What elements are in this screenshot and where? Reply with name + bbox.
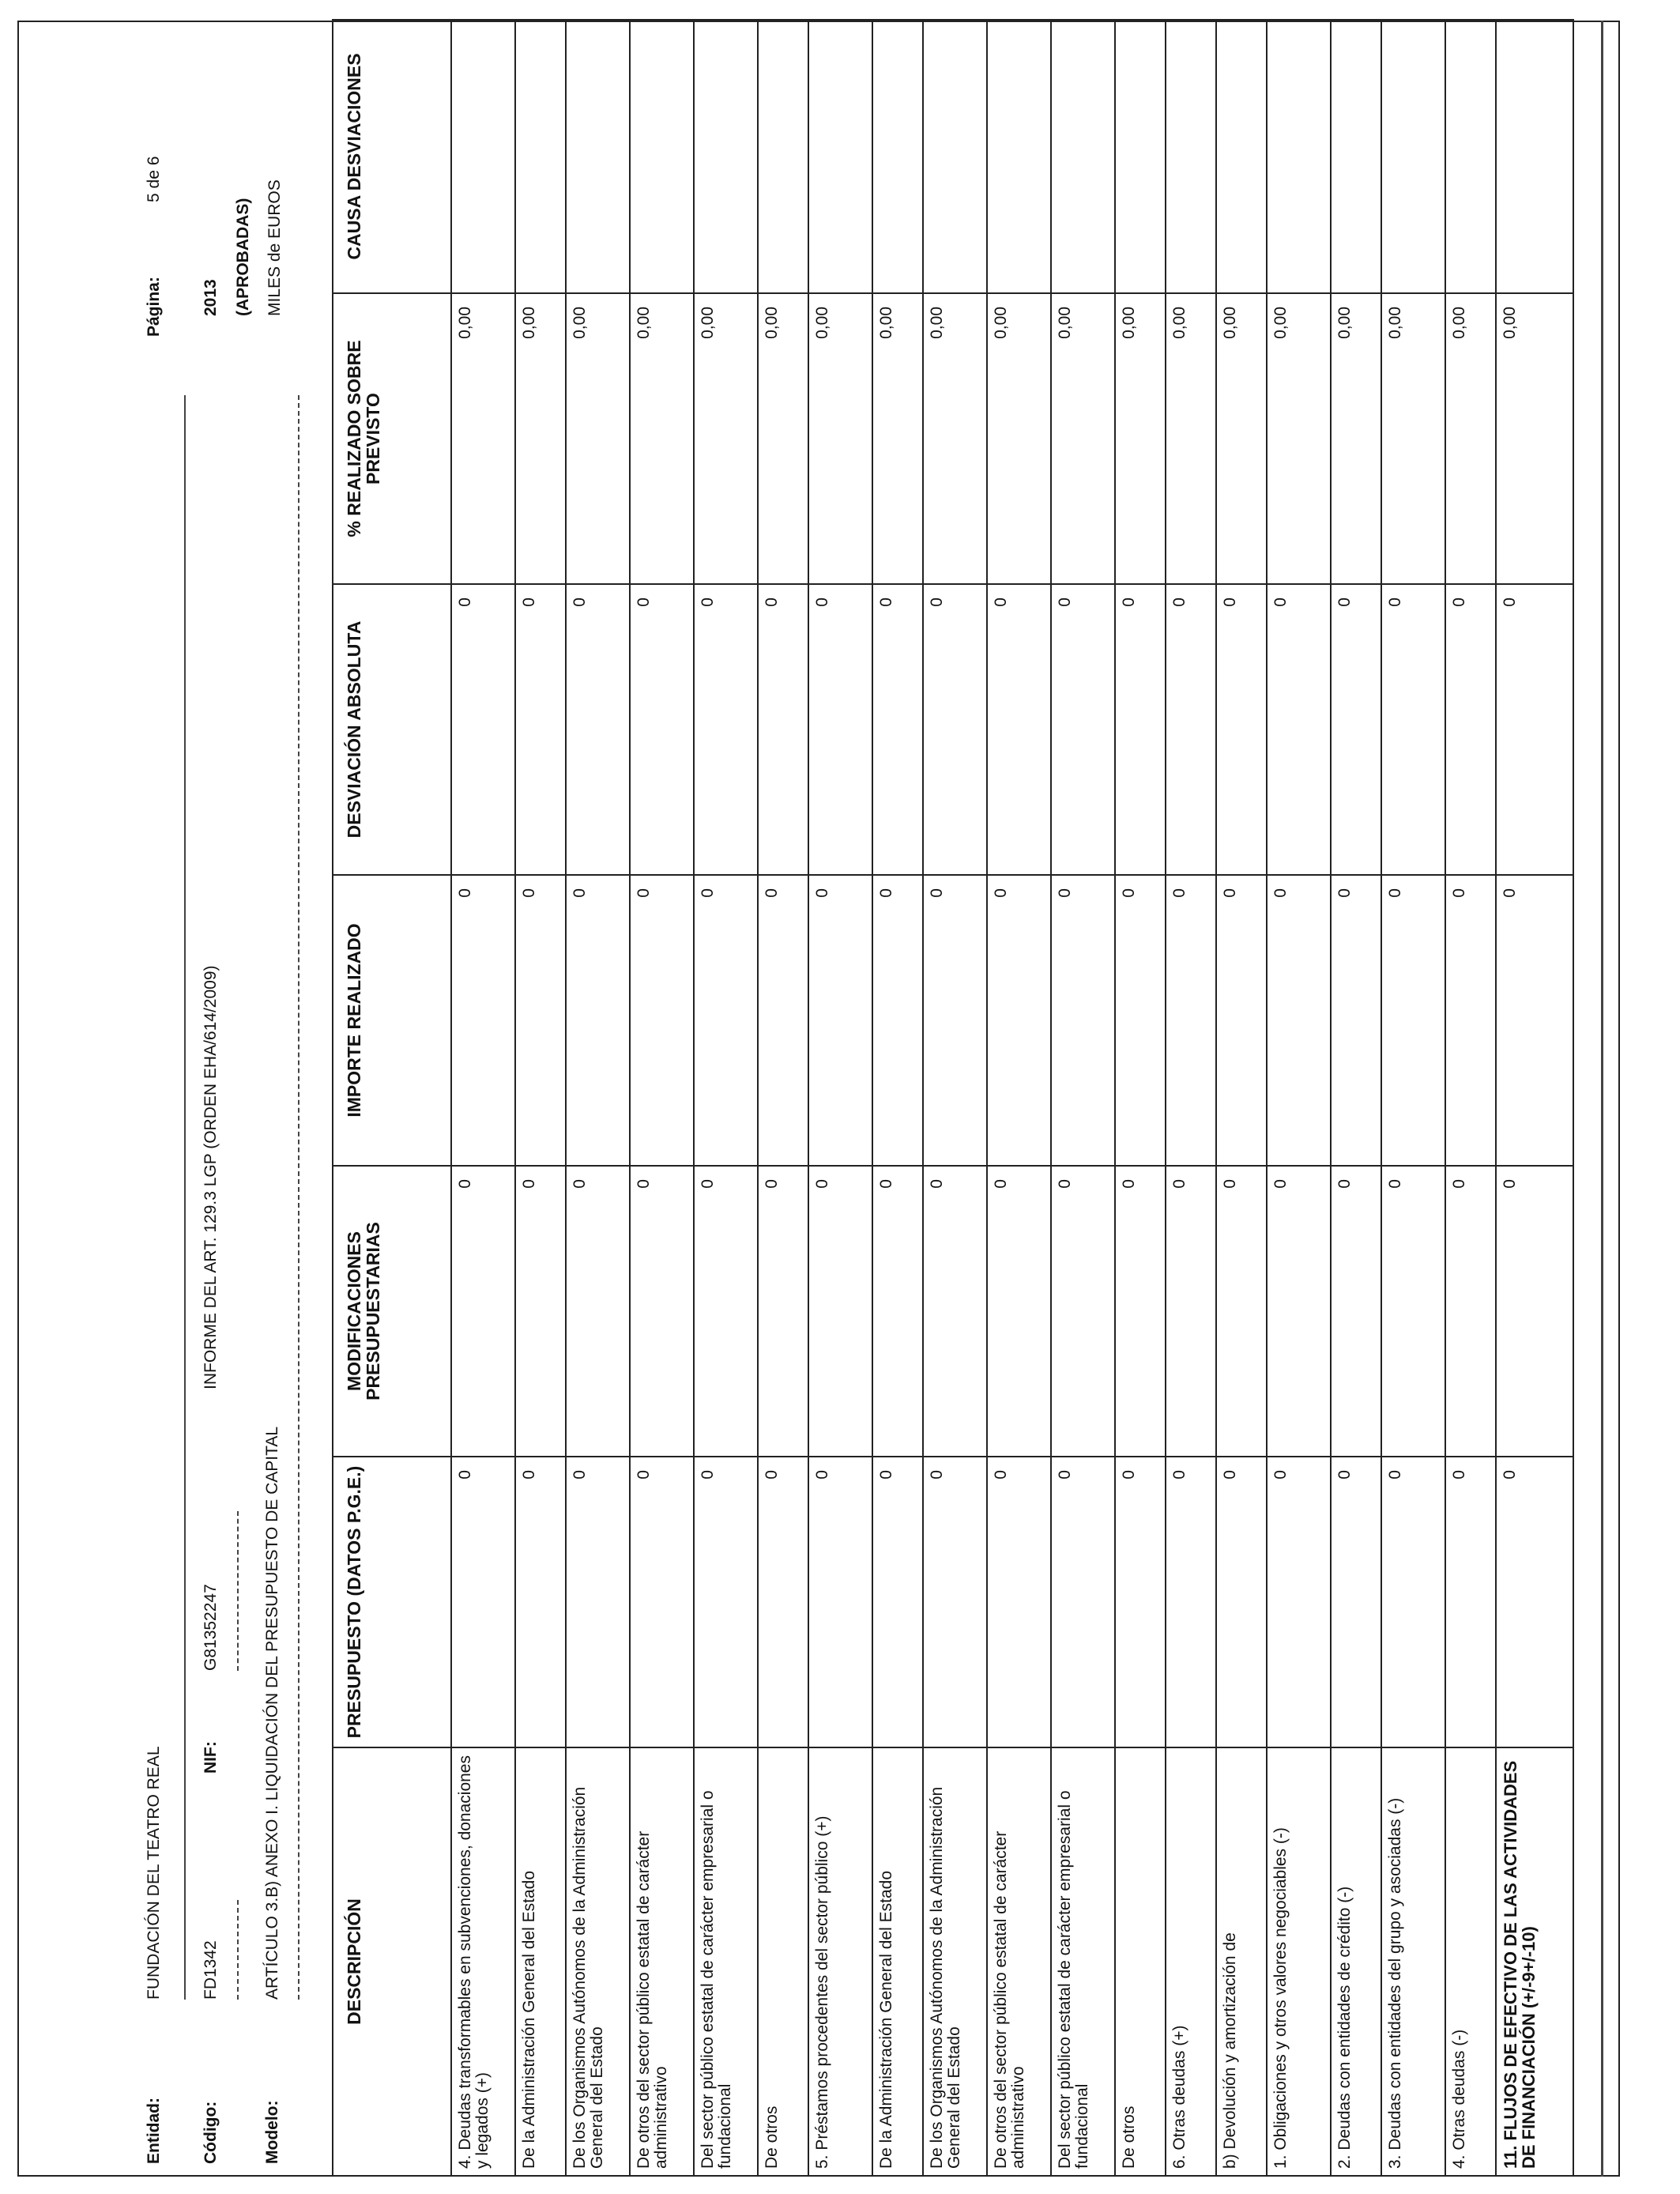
table-row xyxy=(566,20,630,2176)
nif-value: G81352247 xyxy=(202,1584,220,1671)
row-descripcion-cell: De la Administración General del Estado xyxy=(872,1747,923,2176)
year: 2013 xyxy=(202,279,220,316)
row-descripcion-cell: 2. Deudas con entidades de crédito (-) xyxy=(1331,1747,1381,2176)
row-causa-cell xyxy=(1166,20,1216,293)
row-causa-cell xyxy=(515,20,566,293)
row-importe-cell: 0 xyxy=(987,875,1051,1166)
table-row xyxy=(872,20,923,2176)
row-descripcion-cell: 1. Obligaciones y otros valores negociables (-) xyxy=(1267,1747,1331,2176)
table-row xyxy=(1496,20,1573,2176)
table-row xyxy=(987,20,1051,2176)
row-importe-cell: 0 xyxy=(872,875,923,1166)
row-importe-cell: 0 xyxy=(1051,875,1115,1166)
row-desviacion-cell: 0 xyxy=(566,584,630,875)
row-presupuesto-cell: 0 xyxy=(515,1457,566,1747)
row-descripcion-cell: De la Administración General del Estado xyxy=(515,1747,566,2176)
row-presupuesto-cell: 0 xyxy=(872,1457,923,1747)
row-desviacion-cell: 0 xyxy=(1445,584,1496,875)
row-desviacion-cell: 0 xyxy=(987,584,1051,875)
table-header-row xyxy=(333,20,451,2176)
table-row xyxy=(758,20,808,2176)
row-presupuesto-cell: 0 xyxy=(1115,1457,1166,1747)
row-modificaciones-cell: 0 xyxy=(758,1166,808,1457)
row-importe-cell: 0 xyxy=(758,875,808,1166)
row-presupuesto-cell: 0 xyxy=(1267,1457,1331,1747)
row-porcentaje-cell: 0,00 xyxy=(872,293,923,584)
row-desviacion-cell: 0 xyxy=(758,584,808,875)
row-presupuesto-cell: 0 xyxy=(1051,1457,1115,1747)
row-descripcion-cell: 6. Otras deudas (+) xyxy=(1166,1747,1216,2176)
row-descripcion-cell: 11. FLUJOS DE EFECTIVO DE LAS ACTIVIDADES DE FINANCIACIÓN (+/-9+/-10) xyxy=(1496,1747,1573,2176)
row-porcentaje-cell: 0,00 xyxy=(1331,293,1381,584)
row-descripcion-cell: De los Organismos Autónomos de la Administración General del Estado xyxy=(923,1747,987,2176)
row-descripcion-cell: 5. Préstamos procedentes del sector público (+) xyxy=(808,1747,872,2176)
row-presupuesto-cell: 0 xyxy=(451,1457,515,1747)
row-presupuesto-cell: 0 xyxy=(923,1457,987,1747)
row-descripcion-cell: Del sector público estatal de carácter empresarial o fundacional xyxy=(694,1747,758,2176)
table-row xyxy=(694,20,758,2176)
row-descripcion-cell: De otros xyxy=(758,1747,808,2176)
row-desviacion-cell: 0 xyxy=(451,584,515,875)
budget-table xyxy=(332,19,1574,2177)
codigo-value: FD1342 xyxy=(202,1940,220,2000)
row-desviacion-cell: 0 xyxy=(1381,584,1445,875)
row-desviacion-cell: 0 xyxy=(872,584,923,875)
col-header-descripcion: DESCRIPCIÓN xyxy=(333,1747,451,2176)
row-presupuesto-cell: 0 xyxy=(1331,1457,1381,1747)
table-row xyxy=(1445,20,1496,2176)
row-presupuesto-cell: 0 xyxy=(1381,1457,1445,1747)
row-porcentaje-cell: 0,00 xyxy=(515,293,566,584)
row-causa-cell xyxy=(808,20,872,293)
row-causa-cell xyxy=(1381,20,1445,293)
row-modificaciones-cell: 0 xyxy=(987,1166,1051,1457)
row-porcentaje-cell: 0,00 xyxy=(987,293,1051,584)
nif-label: NIF: xyxy=(202,1741,220,1774)
row-desviacion-cell: 0 xyxy=(1331,584,1381,875)
modelo-dash xyxy=(298,395,299,2000)
row-modificaciones-cell: 0 xyxy=(630,1166,694,1457)
row-descripcion-cell: 4. Deudas transformables en subvenciones, donaciones y legados (+) xyxy=(451,1747,515,2176)
row-modificaciones-cell: 0 xyxy=(872,1166,923,1457)
row-importe-cell: 0 xyxy=(1445,875,1496,1166)
row-importe-cell: 0 xyxy=(1267,875,1331,1166)
table-row xyxy=(515,20,566,2176)
row-causa-cell xyxy=(872,20,923,293)
row-descripcion-cell: De otros del sector público estatal de carácter administrativo xyxy=(630,1747,694,2176)
informe-title: INFORME DEL ART. 129.3 LGP (ORDEN EHA/614/2009) xyxy=(202,965,220,1389)
row-descripcion-cell: De otros xyxy=(1115,1747,1166,2176)
row-porcentaje-cell: 0,00 xyxy=(808,293,872,584)
table-row xyxy=(1331,20,1381,2176)
row-porcentaje-cell: 0,00 xyxy=(1051,293,1115,584)
row-importe-cell: 0 xyxy=(515,875,566,1166)
row-desviacion-cell: 0 xyxy=(1267,584,1331,875)
pagina-value: 5 de 6 xyxy=(145,156,163,202)
entidad-label: Entidad: xyxy=(145,2098,163,2164)
row-descripcion-cell: b) Devolución y amortización de xyxy=(1216,1747,1267,2176)
row-causa-cell xyxy=(1051,20,1115,293)
row-desviacion-cell: 0 xyxy=(1166,584,1216,875)
modelo-label: Modelo: xyxy=(263,2100,281,2164)
row-descripcion-cell: De los Organismos Autónomos de la Administración General del Estado xyxy=(566,1747,630,2176)
table-row xyxy=(1216,20,1267,2176)
row-presupuesto-cell: 0 xyxy=(1166,1457,1216,1747)
modelo-value: ARTÍCULO 3.B) ANEXO I. LIQUIDACIÓN DEL PRESUPUESTO DE CAPITAL xyxy=(263,1426,281,2000)
col-header-porcentaje: % REALIZADO SOBRE PREVISTO xyxy=(333,293,451,584)
row-causa-cell xyxy=(1331,20,1381,293)
col-header-importe: IMPORTE REALIZADO xyxy=(333,875,451,1166)
pagina-label: Página: xyxy=(145,277,163,337)
row-porcentaje-cell: 0,00 xyxy=(1496,293,1573,584)
row-importe-cell: 0 xyxy=(1216,875,1267,1166)
row-presupuesto-cell: 0 xyxy=(1216,1457,1267,1747)
row-desviacion-cell: 0 xyxy=(694,584,758,875)
row-presupuesto-cell: 0 xyxy=(630,1457,694,1747)
row-descripcion-cell: 3. Deudas con entidades del grupo y asociadas (-) xyxy=(1381,1747,1445,2176)
row-importe-cell: 0 xyxy=(1496,875,1573,1166)
row-causa-cell xyxy=(566,20,630,293)
table-row xyxy=(1267,20,1331,2176)
row-presupuesto-cell: 0 xyxy=(758,1457,808,1747)
nif-dash xyxy=(237,1511,239,1671)
row-modificaciones-cell: 0 xyxy=(515,1166,566,1457)
row-presupuesto-cell: 0 xyxy=(808,1457,872,1747)
codigo-dash xyxy=(237,1900,239,2000)
row-descripcion-cell: De otros del sector público estatal de carácter administrativo xyxy=(987,1747,1051,2176)
row-desviacion-cell: 0 xyxy=(1216,584,1267,875)
table-row xyxy=(1051,20,1115,2176)
row-modificaciones-cell: 0 xyxy=(1216,1166,1267,1457)
table-row xyxy=(1381,20,1445,2176)
row-importe-cell: 0 xyxy=(451,875,515,1166)
row-importe-cell: 0 xyxy=(566,875,630,1166)
row-desviacion-cell: 0 xyxy=(1051,584,1115,875)
row-porcentaje-cell: 0,00 xyxy=(758,293,808,584)
row-presupuesto-cell: 0 xyxy=(1496,1457,1573,1747)
row-modificaciones-cell: 0 xyxy=(566,1166,630,1457)
codigo-label: Código: xyxy=(202,2101,220,2164)
row-presupuesto-cell: 0 xyxy=(566,1457,630,1747)
row-modificaciones-cell: 0 xyxy=(1051,1166,1115,1457)
row-modificaciones-cell: 0 xyxy=(1267,1166,1331,1457)
header-rule xyxy=(184,395,186,2000)
row-modificaciones-cell: 0 xyxy=(923,1166,987,1457)
row-desviacion-cell: 0 xyxy=(1115,584,1166,875)
row-presupuesto-cell: 0 xyxy=(694,1457,758,1747)
row-porcentaje-cell: 0,00 xyxy=(1166,293,1216,584)
row-importe-cell: 0 xyxy=(630,875,694,1166)
row-causa-cell xyxy=(1267,20,1331,293)
row-desviacion-cell: 0 xyxy=(808,584,872,875)
row-causa-cell xyxy=(758,20,808,293)
table-row xyxy=(630,20,694,2176)
table-bottom-rule xyxy=(1601,21,1603,2177)
col-header-desviacion: DESVIACIÓN ABSOLUTA xyxy=(333,584,451,875)
row-modificaciones-cell: 0 xyxy=(694,1166,758,1457)
row-causa-cell xyxy=(451,20,515,293)
col-header-causa: CAUSA DESVIACIONES xyxy=(333,20,451,293)
row-descripcion-cell: 4. Otras deudas (-) xyxy=(1445,1747,1496,2176)
row-modificaciones-cell: 0 xyxy=(1331,1166,1381,1457)
row-modificaciones-cell: 0 xyxy=(451,1166,515,1457)
row-presupuesto-cell: 0 xyxy=(987,1457,1051,1747)
col-header-presupuesto: PRESUPUESTO (DATOS P.G.E.) xyxy=(333,1457,451,1747)
row-modificaciones-cell: 0 xyxy=(1445,1166,1496,1457)
row-importe-cell: 0 xyxy=(1115,875,1166,1166)
row-porcentaje-cell: 0,00 xyxy=(923,293,987,584)
row-importe-cell: 0 xyxy=(923,875,987,1166)
table-row xyxy=(923,20,987,2176)
row-porcentaje-cell: 0,00 xyxy=(1445,293,1496,584)
row-modificaciones-cell: 0 xyxy=(1381,1166,1445,1457)
row-causa-cell xyxy=(1496,20,1573,293)
row-modificaciones-cell: 0 xyxy=(1496,1166,1573,1457)
row-porcentaje-cell: 0,00 xyxy=(1115,293,1166,584)
table-body xyxy=(451,20,1573,2176)
row-causa-cell xyxy=(1115,20,1166,293)
row-porcentaje-cell: 0,00 xyxy=(630,293,694,584)
row-causa-cell xyxy=(987,20,1051,293)
row-modificaciones-cell: 0 xyxy=(808,1166,872,1457)
row-causa-cell xyxy=(694,20,758,293)
row-causa-cell xyxy=(1445,20,1496,293)
row-porcentaje-cell: 0,00 xyxy=(566,293,630,584)
row-importe-cell: 0 xyxy=(1381,875,1445,1166)
row-desviacion-cell: 0 xyxy=(1496,584,1573,875)
row-importe-cell: 0 xyxy=(1331,875,1381,1166)
table-row xyxy=(451,20,515,2176)
row-porcentaje-cell: 0,00 xyxy=(1381,293,1445,584)
aprobadas-label: (APROBADAS) xyxy=(234,198,252,316)
row-causa-cell xyxy=(923,20,987,293)
row-desviacion-cell: 0 xyxy=(630,584,694,875)
row-porcentaje-cell: 0,00 xyxy=(451,293,515,584)
row-causa-cell xyxy=(1216,20,1267,293)
table-row xyxy=(1115,20,1166,2176)
row-importe-cell: 0 xyxy=(694,875,758,1166)
row-descripcion-cell: Del sector público estatal de carácter empresarial o fundacional xyxy=(1051,1747,1115,2176)
row-porcentaje-cell: 0,00 xyxy=(694,293,758,584)
units-label: MILES de EUROS xyxy=(266,179,284,316)
row-porcentaje-cell: 0,00 xyxy=(1267,293,1331,584)
row-importe-cell: 0 xyxy=(808,875,872,1166)
row-desviacion-cell: 0 xyxy=(923,584,987,875)
table-row xyxy=(808,20,872,2176)
row-presupuesto-cell: 0 xyxy=(1445,1457,1496,1747)
row-modificaciones-cell: 0 xyxy=(1166,1166,1216,1457)
table-row xyxy=(1166,20,1216,2176)
entidad-value: FUNDACIÓN DEL TEATRO REAL xyxy=(145,1746,163,2000)
col-header-modificaciones: MODIFICACIONES PRESUPUESTARIAS xyxy=(333,1166,451,1457)
row-causa-cell xyxy=(630,20,694,293)
row-importe-cell: 0 xyxy=(1166,875,1216,1166)
row-desviacion-cell: 0 xyxy=(515,584,566,875)
row-porcentaje-cell: 0,00 xyxy=(1216,293,1267,584)
row-modificaciones-cell: 0 xyxy=(1115,1166,1166,1457)
